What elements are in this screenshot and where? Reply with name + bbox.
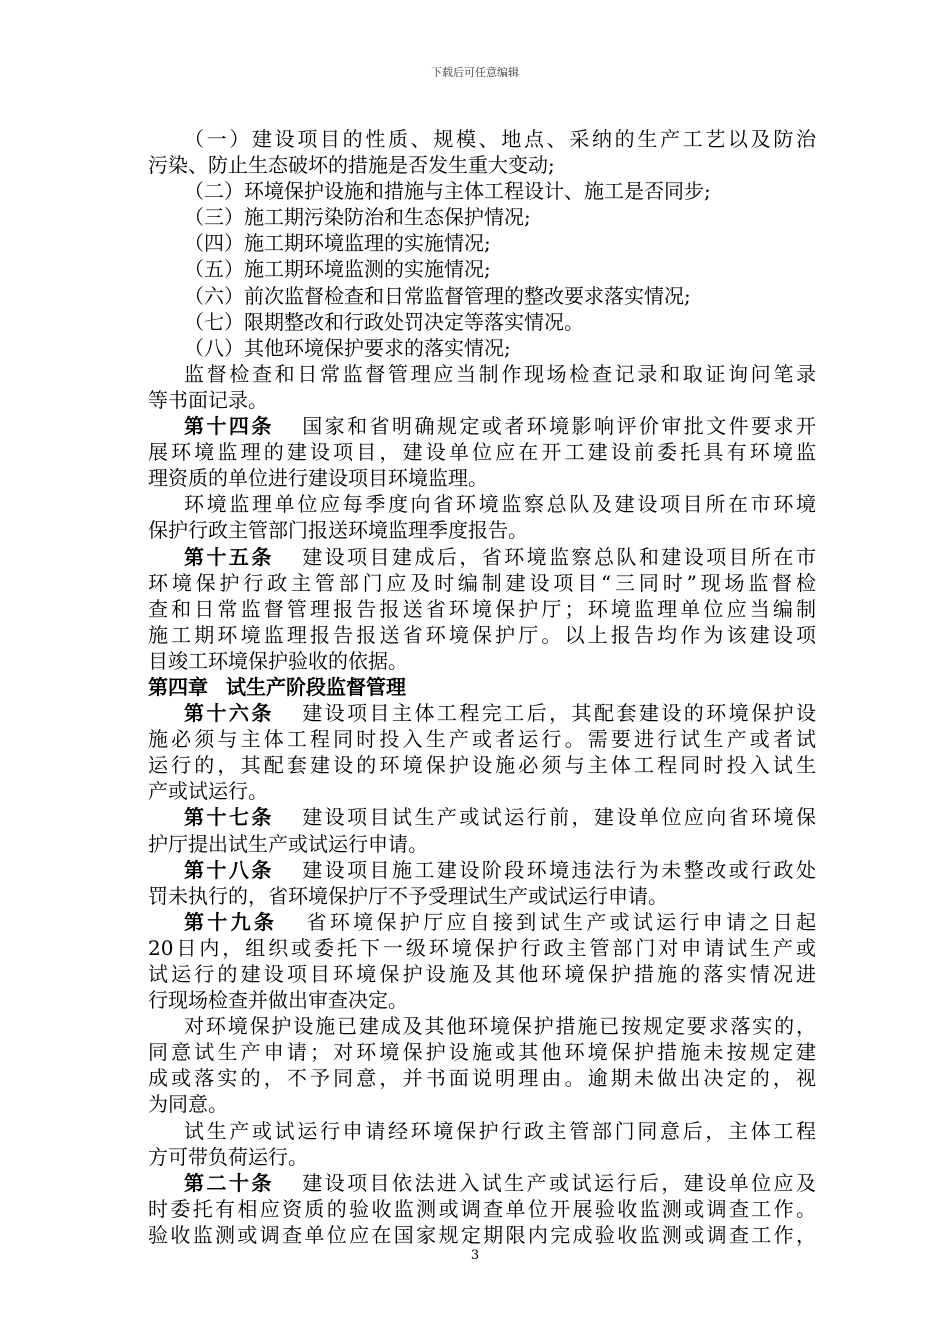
article-line <box>148 413 816 439</box>
text-line: 展环境监理的建设项目，建设单位应在开工建设前委托具有环境监 <box>148 440 816 465</box>
text-line: （六）前次监督检查和日常监督管理的整改要求落实情况; <box>184 283 691 308</box>
article-heading: 第十五条 <box>184 544 274 569</box>
text-line: 保护行政主管部门报送环境监理季度报告。 <box>148 518 528 543</box>
text-line: （八）其他环境保护要求的落实情况; <box>184 335 511 360</box>
document-body <box>148 126 816 1248</box>
text-line: （四）施工期环境监理的实施情况; <box>184 231 491 256</box>
text-line: （三）施工期污染防治和生态保护情况; <box>184 205 531 230</box>
text-line: 环境监理单位应每季度向省环境监察总队及建设项目所在市环境 <box>184 492 816 517</box>
text-line: 对环境保护设施已建成及其他环境保护措施已按规定要求落实的， <box>184 1014 816 1039</box>
text-line: （一）建设项目的性质、规模、地点、采纳的生产工艺以及防治 <box>184 127 816 151</box>
text-line: （七）限期整改和行政处罚决定等落实情况。 <box>184 309 584 334</box>
text-line: 同意试生产申请；对环境保护设施或其他环境保护措施未按规定建 <box>148 1040 816 1065</box>
text-line: 建设项目建成后，省环境监察总队和建设项目所在市 <box>299 544 817 569</box>
article-line <box>148 909 816 935</box>
text-line: 产或试运行。 <box>148 779 268 804</box>
text-line: 建设项目主体工程完工后，其配套建设的环境保护设 <box>299 701 817 726</box>
text-line: 建设项目试生产或试运行前，建设单位应向省环境保 <box>299 805 817 830</box>
text-line: 查和日常监督管理报告报送省环境保护厅；环境监理单位应当编制 <box>148 596 816 621</box>
text-line: 等书面记录。 <box>148 387 268 412</box>
chapter-heading <box>148 674 816 700</box>
text-line: 行现场检查并做出审查决定。 <box>148 988 408 1013</box>
text-line: 省环境保护厅应自接到试生产或试运行申请之日起 <box>303 909 817 934</box>
text-line: 建设项目施工建设阶段环境违法行为未整改或行政处 <box>299 857 817 882</box>
article-line <box>148 1170 816 1196</box>
text-line: 成或落实的，不予同意，并书面说明理由。逾期未做出决定的，视 <box>148 1066 816 1091</box>
text-line: 目竣工环境保护验收的依据。 <box>148 648 408 673</box>
text-line: 试运行的建设项目环境保护设施及其他环境保护措施的落实情况进 <box>148 962 816 986</box>
text-line: 施工期环境监理报告报送省环境保护厅。以上报告均作为该建设项 <box>148 622 816 647</box>
text-line: 国家和省明确规定或者环境影响评价审批文件要求开 <box>299 414 817 439</box>
text-line: 20日内，组织或委托下一级环境保护行政主管部门对申请试生产或 <box>148 935 816 960</box>
article-heading: 第十七条 <box>184 805 274 830</box>
text-line: 建设项目依法进入试生产或试运行后，建设单位应及 <box>299 1170 817 1195</box>
article-heading: 第二十条 <box>184 1170 274 1195</box>
article-line <box>148 804 816 830</box>
chapter-title: 试生产阶段监督管理 <box>226 674 406 699</box>
text-line: 护厅提出试生产或试运行申请。 <box>148 831 428 856</box>
text-line: 罚未执行的，省环境保护厅不予受理试生产或试运行申请。 <box>148 883 668 908</box>
text-line: 污染、防止生态破坏的措施是否发生重大变动; <box>148 153 555 178</box>
text-line: （五）施工期环境监测的实施情况; <box>184 257 491 282</box>
article-heading: 第十八条 <box>184 857 274 882</box>
article-line <box>148 544 816 570</box>
text-line: 为同意。 <box>148 1092 228 1117</box>
article-line <box>148 857 816 883</box>
page-number: 3 <box>470 1248 480 1263</box>
text-line: 试生产或试运行申请经环境保护行政主管部门同意后，主体工程 <box>184 1118 816 1143</box>
chapter-number: 第四章 <box>148 674 208 699</box>
text-line: 理资质的单位进行建设项目环境监理。 <box>148 466 488 491</box>
text-line: 方可带负荷运行。 <box>148 1144 308 1169</box>
article-heading: 第十六条 <box>184 701 274 726</box>
text-line: 运行的，其配套建设的环境保护设施必须与主体工程同时投入试生 <box>148 753 816 778</box>
text-line: 时委托有相应资质的验收监测或调查单位开展验收监测或调查工作。 <box>148 1196 816 1221</box>
article-line <box>148 700 816 726</box>
text-line: 监督检查和日常监督管理应当制作现场检查记录和取证询问笔录 <box>184 361 816 386</box>
text-line: 验收监测或调查单位应在国家规定期限内完成验收监测或调查工作， <box>148 1222 816 1247</box>
text-line: 施必须与主体工程同时投入生产或者运行。需要进行试生产或者试 <box>148 727 816 752</box>
page-header: 下载后可任意编辑 <box>431 66 519 79</box>
article-heading: 第十四条 <box>184 414 274 439</box>
text-line: 环境保护行政主管部门应及时编制建设项目“三同时”现场监督检 <box>148 570 816 595</box>
text-line: （二）环境保护设施和措施与主体工程设计、施工是否同步; <box>184 179 711 204</box>
article-heading: 第十九条 <box>184 909 278 934</box>
